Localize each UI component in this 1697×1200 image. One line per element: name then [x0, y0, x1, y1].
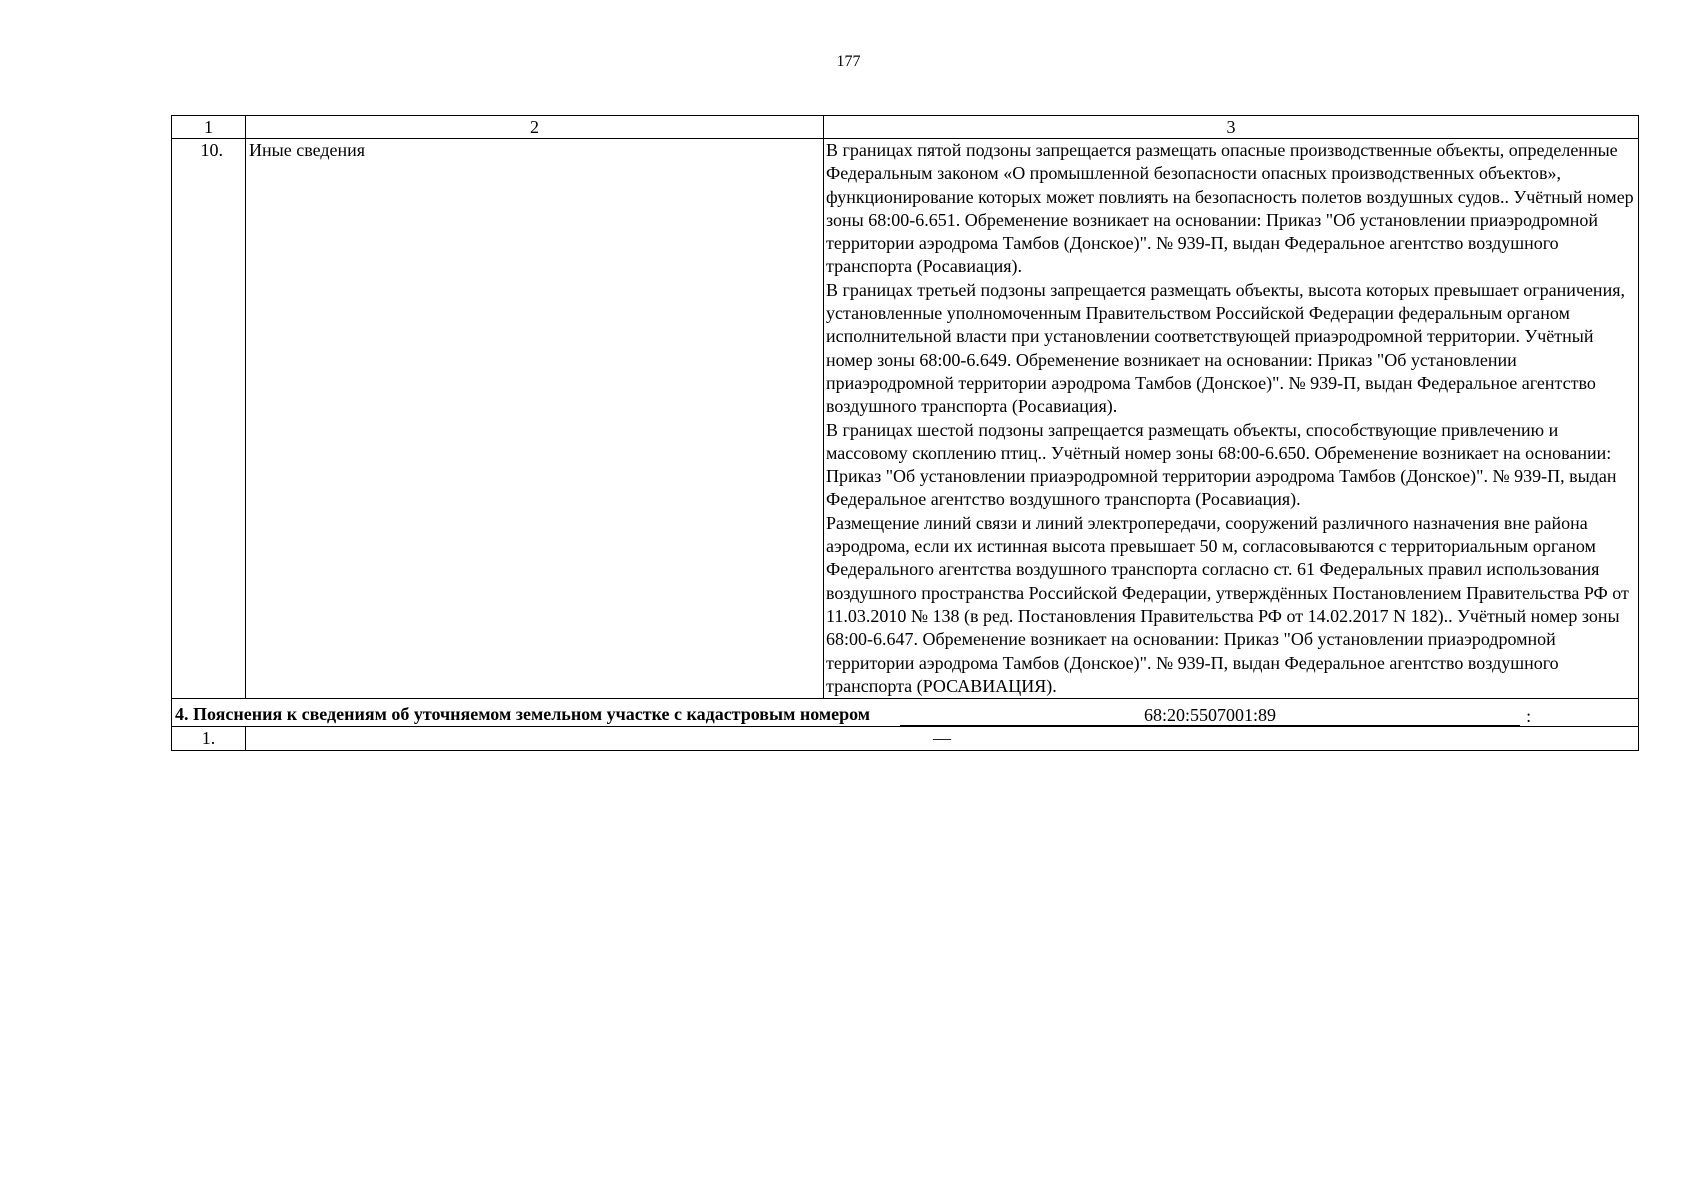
- zone-paragraph-5: В границах пятой подзоны запрещается размещать опасные производственные объекты, определенные Федеральным законом «О промышленной безопасности опасных производственных объектов», функционирование которых может повлиять на безопасность полетов воздушных судов.. Учётный номер зоны 68:00-6.651. Обременение возникает на основании: Приказ "Об установлении приаэродромной территории аэродрома Тамбов (Донское)". № 939-П, выдан Федеральное агентство воздушного транспорта (Росавиация).: [826, 140, 1634, 277]
- zone-paragraph-3: В границах третьей подзоны запрещается размещать объекты, высота которых превышает ограничения, установленные уполномоченным Правительством Российской Федерации федеральным органом исполнительной власти при установлении соответствующей приаэродромной территории. Учётный номер зоны 68:00-6.649. Обременение возникает на основании: Приказ "Об установлении приаэродромной территории аэродрома Тамбов (Донское)". № 939-П, выдан Федеральное агентство воздушного транспорта (Росавиация).: [826, 279, 1625, 417]
- table-row-10: [172, 139, 1639, 699]
- zone-paragraph-lines: Размещение линий связи и линий электропередачи, сооружений различного назначения вне района аэродрома, если их истинная высота превышает 50 м, согласовываются с территориальным органом Федерального агентства воздушного транспорта согласно ст. 61 Федеральных правил использования воздушного пространства Российской Федерации, утверждённых Постановлением Правительства РФ от 11.03.2010 № 138 (в ред. Постановления Правительства РФ от 14.02.2017 N 182).. Учётный номер зоны 68:00-6.647. Обременение возникает на основании: Приказ "Об установлении приаэродромной территории аэродрома Тамбов (Донское)". № 939-П, выдан Федеральное агентство воздушного транспорта (РОСАВИАЦИЯ).: [826, 512, 1629, 696]
- header-col-2: 2: [246, 116, 824, 139]
- cadastral-table: [171, 115, 1639, 751]
- section-4-row: [172, 699, 1639, 727]
- row-details: [824, 139, 1639, 699]
- row-value: —: [246, 727, 1639, 751]
- row-label: Иные сведения: [246, 139, 824, 699]
- cadastral-number: 68:20:5507001:89: [900, 705, 1520, 726]
- table-row-1: [172, 727, 1639, 751]
- page-number: 177: [836, 53, 861, 70]
- row-number: 1.: [172, 727, 246, 751]
- table-header-row: [172, 116, 1639, 139]
- header-col-3: 3: [824, 116, 1639, 139]
- header-col-1: 1: [172, 116, 246, 139]
- row-number: 10.: [172, 139, 246, 699]
- section-title: 4. Пояснения к сведениям об уточняемом земельном участке с кадастровым номером: [175, 703, 871, 724]
- section-colon: :: [1526, 706, 1532, 727]
- zone-paragraph-6: В границах шестой подзоны запрещается размещать объекты, способствующие привлечению и массовому скоплению птиц.. Учётный номер зоны 68:00-6.650. Обременение возникает на основании: Приказ "Об установлении приаэродромной территории аэродрома Тамбов (Донское)". № 939-П, выдан Федеральное агентство воздушного транспорта (Росавиация).: [826, 419, 1617, 510]
